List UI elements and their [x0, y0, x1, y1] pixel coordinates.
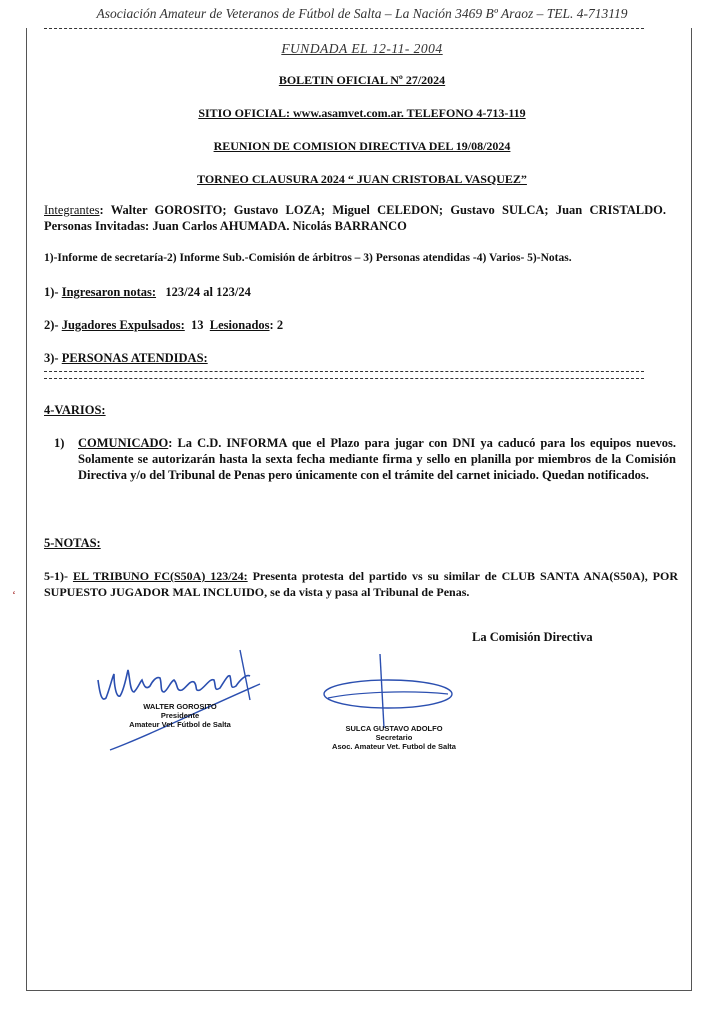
handwritten-signature-gorosito — [90, 640, 270, 760]
official-site: SITIO OFICIAL: www.asamvet.com.ar. TELEFONO 4-713-119 — [198, 106, 526, 120]
varios-paragraph — [54, 435, 676, 483]
item-3 — [44, 351, 208, 366]
item-1 — [44, 285, 251, 300]
signature-block-president — [100, 702, 260, 729]
notas-heading: 5-NOTAS: — [44, 536, 101, 550]
section-divider-1 — [44, 371, 644, 372]
notas-prefix: 5-1)- — [44, 569, 73, 583]
item-3-prefix: 3)- — [44, 351, 62, 365]
agenda-line: 1)-Informe de secretaría-2) Informe Sub.-Comisión de árbitros – 3) Personas atendidas -4) Varios- 5)-Notas. — [44, 252, 572, 264]
meeting-title: REUNION DE COMISION DIRECTIVA DEL 19/08/2024 — [213, 139, 511, 153]
item-3-label: PERSONAS ATENDIDAS: — [61, 351, 208, 365]
signature-block-secretary — [326, 724, 462, 751]
bulletin-number: BOLETIN OFICIAL Nº 27/2024 — [278, 73, 446, 87]
item-1-value: 123/24 al 123/24 — [156, 285, 251, 299]
president-role: Presidente — [160, 711, 200, 720]
president-org: Amateur Vet. Fútbol de Salta — [129, 720, 231, 729]
varios-text: : La C.D. INFORMA que el Plazo para jugar con DNI ya caducó para los equipos nuevos. Solamente se autorizarán hasta la sexta fecha mediante firma y sello en planilla por miembros de la Comisión Directiva y/o del Tribunal de Penas pero únicamente con el trámite del carnet iniciado. Quedan notificados. — [78, 436, 676, 482]
members-text: : Walter GOROSITO; Gustavo LOZA; Miguel CELEDON; Gustavo SULCA; Juan CRISTALDO. Personas Invitadas: Juan Carlos AHUMADA. Nicolás BARRANCO — [44, 203, 666, 233]
secretary-org: Asoc. Amateur Vet. Futbol de Salta — [332, 742, 456, 751]
members-label: Integrantes — [44, 203, 100, 217]
members-paragraph — [44, 202, 666, 234]
item-1-label: Ingresaron notas: — [61, 285, 157, 299]
item-2-value: 13 — [184, 318, 210, 332]
secretary-role: Secretario — [375, 733, 413, 742]
varios-label: COMUNICADO — [78, 436, 169, 450]
notas-text: Presenta protesta del partido vs su similar de CLUB SANTA ANA(S50A), POR SUPUESTO JUGADOR MAL INCLUIDO, se da vista y pasa al Tribunal de Penas. — [44, 569, 678, 599]
handwritten-signature-sulca — [318, 652, 468, 732]
president-name: WALTER GOROSITO — [143, 702, 217, 711]
secretary-name: SULCA GUSTAVO ADOLFO — [345, 724, 443, 733]
letterhead: Asociación Amateur de Veteranos de Fútbol de Salta – La Nación 3469 Bº Araoz – TEL. 4-713119 — [96, 6, 628, 21]
margin-mark: ‘ — [12, 588, 16, 602]
item-2-label: Jugadores Expulsados: — [61, 318, 185, 332]
item-2-prefix: 2)- — [44, 318, 62, 332]
item-1-prefix: 1)- — [44, 285, 62, 299]
notas-paragraph — [44, 568, 678, 600]
founded-date: FUNDADA EL 12-11- 2004 — [281, 41, 443, 56]
header-divider — [44, 28, 644, 29]
closing-signature-label: La Comisión Directiva — [472, 630, 593, 644]
item-2-label-2: Lesionados — [209, 318, 270, 332]
varios-heading: 4-VARIOS: — [44, 403, 106, 417]
item-2 — [44, 318, 283, 333]
varios-number: 1) — [54, 436, 65, 450]
tournament-title: TORNEO CLAUSURA 2024 “ JUAN CRISTOBAL VASQUEZ” — [197, 172, 527, 186]
notas-label: EL TRIBUNO FC(S50A) 123/24: — [72, 569, 248, 583]
section-divider-2 — [44, 378, 644, 379]
item-2-value-2: : 2 — [269, 318, 284, 332]
